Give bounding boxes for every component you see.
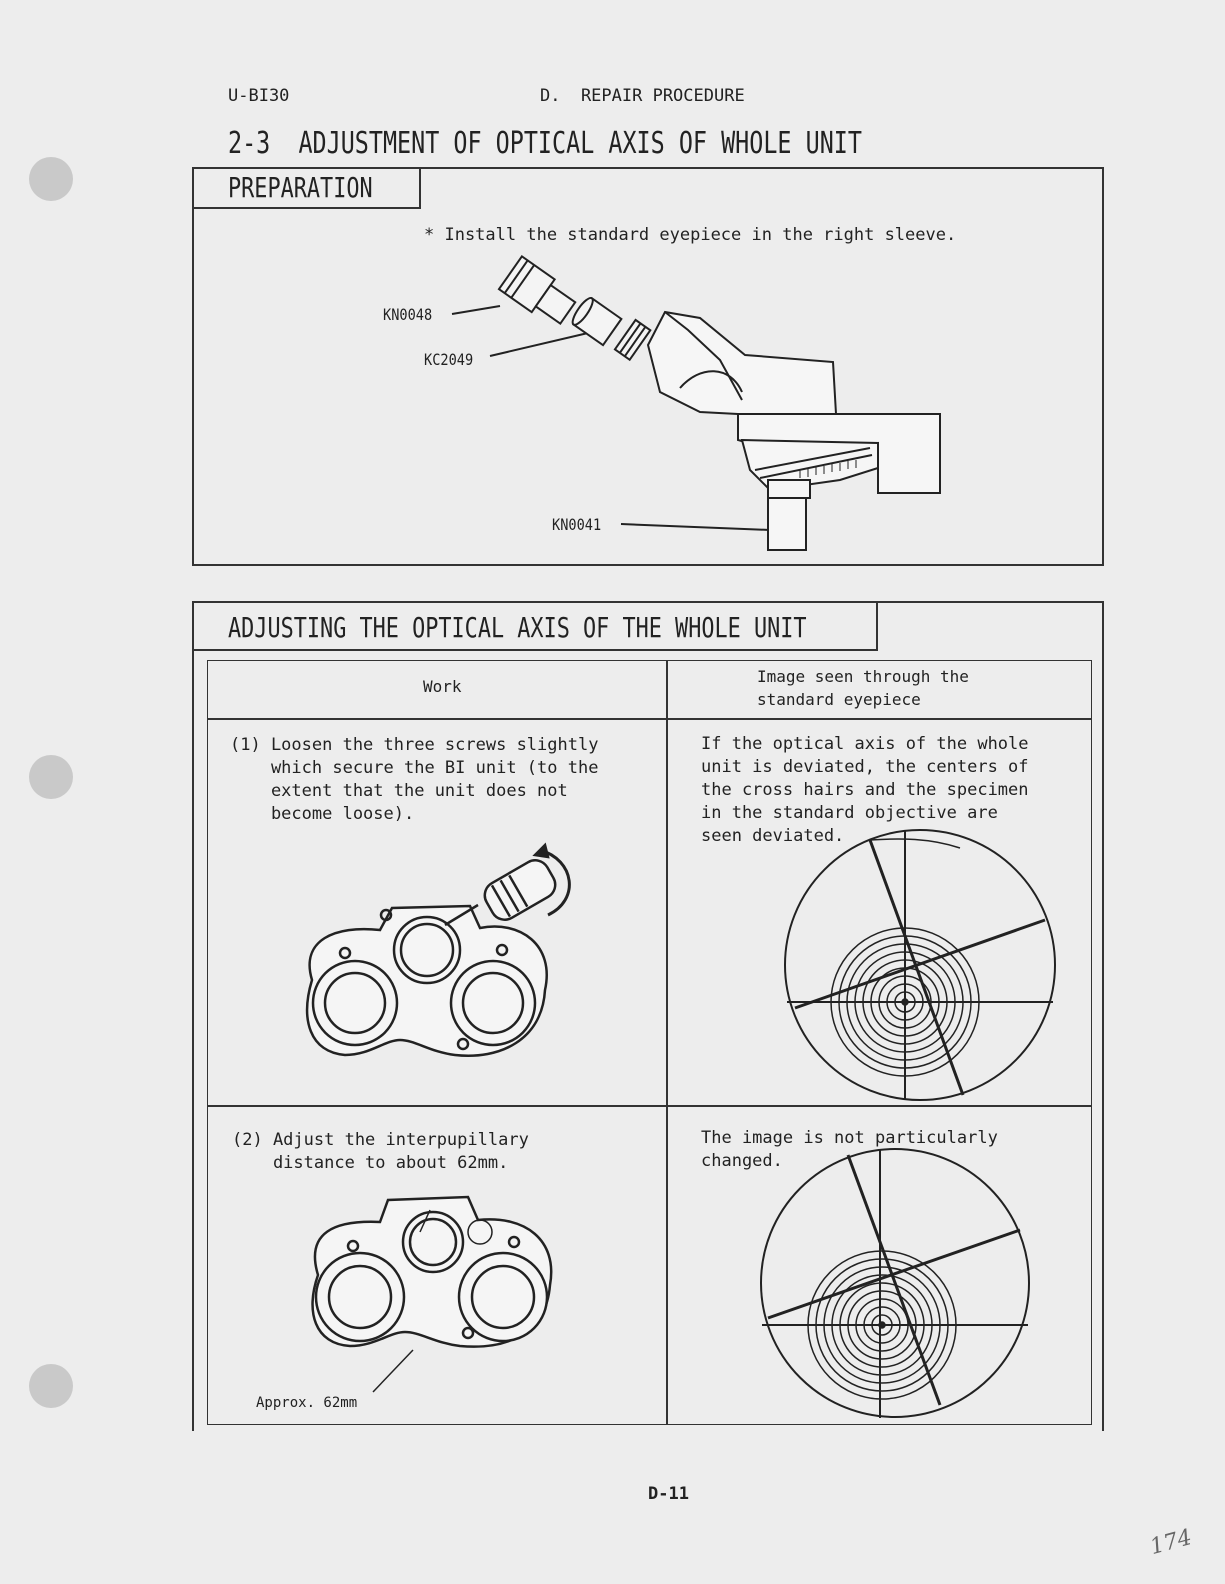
label-kn0041: KN0041: [552, 515, 602, 534]
row2-work-line1: (2) Adjust the interpupillary: [232, 1130, 529, 1150]
label-kc2049: KC2049: [424, 350, 474, 369]
row1-work-line2: which secure the BI unit (to the: [230, 758, 599, 778]
row1-work-line4: become loose).: [230, 804, 415, 824]
row1-image-line3: the cross hairs and the specimen: [701, 780, 1029, 800]
column-header-image-line2: standard eyepiece: [757, 690, 921, 709]
header-chapter: D. REPAIR PROCEDURE: [540, 86, 745, 106]
row2-image-line1: The image is not particularly: [701, 1128, 998, 1148]
column-header-image-line1: Image seen through the: [757, 667, 969, 686]
approx-62mm-label: Approx. 62mm: [256, 1395, 358, 1411]
label-kn0048: KN0048: [383, 305, 433, 324]
section-title: 2-3 ADJUSTMENT OF OPTICAL AXIS OF WHOLE UNIT: [228, 126, 862, 161]
row1-image-line4: in the standard objective are: [701, 803, 998, 823]
row2-image-line2: changed.: [701, 1151, 783, 1171]
row1-work-line3: extent that the unit does not: [230, 781, 568, 801]
header-model: U-BI30: [228, 86, 290, 106]
row1-image-line1: If the optical axis of the whole: [701, 734, 1029, 754]
row1-work-line1: (1) Loosen the three screws slightly: [230, 735, 599, 755]
handwritten-page-note: 174: [1147, 1524, 1195, 1561]
adjusting-title: ADJUSTING THE OPTICAL AXIS OF THE WHOLE UNIT: [228, 611, 807, 644]
preparation-note: * Install the standard eyepiece in the right sleeve.: [424, 225, 957, 245]
row2-work-line2: distance to about 62mm.: [232, 1153, 509, 1173]
preparation-title: PREPARATION: [228, 171, 373, 204]
row1-image-line2: unit is deviated, the centers of: [701, 757, 1029, 777]
row1-image-line5: seen deviated.: [701, 826, 845, 846]
page-number: D-11: [648, 1484, 689, 1504]
column-header-work: Work: [423, 677, 462, 696]
